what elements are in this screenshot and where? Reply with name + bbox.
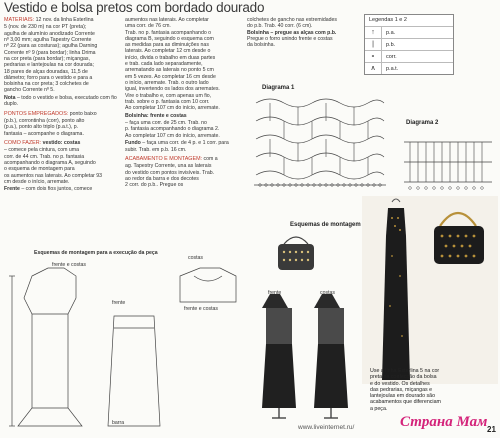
how-bold: vestido: costas [42,139,81,146]
page-title: Vestido e bolsa pretos com bordado dourado [4,0,265,15]
col2-line: o início, arremate. Trab. o outro lado [125,79,209,86]
legend-row [365,50,453,62]
column-instructions-1 [4,17,120,194]
diagram-2-chart [400,132,496,192]
page-number: 21 [487,425,496,434]
materials-line: na cor preta (para bordar); miçangas, [4,55,90,62]
materials-line: agulha de alumínio anodizado Corrente [4,30,95,37]
photo-caption [370,368,470,412]
col3-line: colchetes de gancho nas extremidades [247,17,337,23]
montagem-label: Esquemas de montagem [290,222,361,228]
schematic-label-frente: frente [112,300,126,306]
col2-line: diagrama B, seguindo o esquema com [125,35,214,42]
footer-watermark: Страна Мам [400,414,488,430]
schematic-label-barra: barra [112,420,125,426]
legend-row [365,62,453,74]
col2-line: em 5 vezes. Ao completar 16 cm desde [125,73,216,80]
legend-text: p.b. [386,41,396,48]
product-photo [362,196,498,384]
bag-drawing-icon [278,237,314,270]
note-heading: Nota [4,94,16,101]
how-line: corr. de 44 cm. Trab. no p. fantasia [4,153,85,160]
bolsinha-line: – faça uma corr. de 25 cm. Trab. no [125,120,207,127]
legend-text: p.a.t. [386,65,399,72]
caption-line: Use a linha Esterlina 5 na cor [370,368,440,374]
frente-text: – com dois fios juntos, comece [21,186,93,193]
double-crochet-symbol-icon: ↑ [365,27,382,38]
col2-line: aumentos nas laterais. Ao completar [125,17,209,23]
how-line: cm desde o início, arremate. [4,178,70,185]
legend-row [365,38,453,50]
materials-line: gancho Corrente nº 5. [4,87,55,94]
materials-line: 12 nov. da linha Esterlina [35,17,94,23]
caption-line: a peça. [370,405,388,412]
acabamento-line: com a [203,155,218,162]
col2-line: Trab. no p. fantasia acompanhando o [125,29,212,36]
how-line: acompanhando o diagrama A, seguindo [4,159,96,166]
col2-line: Vire o trabalho e, com apenas um fio, [125,92,212,99]
caption-line: e do vestido. Os detalhes [370,380,430,387]
triple-crochet-symbol-icon: ∧ [365,63,382,74]
col3-line: Bolsinha – pregue as alças com p.b. [247,29,337,36]
materials-line: 5 (nov. de 230 m) na cor PT (preta); [4,24,87,31]
col2-line: as medidas para as diminuições nas [125,42,209,49]
legend-text: corr. [386,53,397,60]
col2-line: arrematando as laterais no ponto 5 cm [125,67,214,74]
acabamento-line: ao redor da barra e dos decotes [125,175,199,182]
acabamento-line: 2 corr. do p.b.. Pregue os [125,182,184,189]
col2-line: uma corr. de 76 cm. [125,23,171,30]
frente-heading: Frente [4,186,20,193]
diagram-2-label: Diagrama 2 [406,120,439,126]
col2-line: e trab. cada lado separadamente, [125,61,203,68]
legend-title: Legendas 1 e 2 [369,17,407,23]
single-crochet-symbol-icon: | [365,39,382,50]
how-line: – comece pela cintura, com uma [4,147,79,154]
materials-line: nº 22 (para as costuras); agulha Darning [4,43,98,50]
bolsinha-heading: Bolsinha: frente e costas [125,112,187,119]
fundo-heading: Fundo [125,140,141,147]
acabamento-line: do vestido com pontos invisíveis. Trab. [125,169,215,176]
note-text: – todo o vestido e bolsa, executado com fio duplo. [4,94,117,108]
points-line: fantasia – acompanhe o diagrama. [4,130,84,137]
acabamento-heading: ACABAMENTO E MONTAGEM: [125,155,203,162]
mannequin-label-frente: frente [268,290,282,296]
dress-front-drawing-icon [262,294,296,418]
legend-text: p.a. [386,29,396,36]
schematic-label-frente-costas: frente e costas [52,262,87,268]
how-heading: COMO FAZER: [4,139,42,146]
assembly-illustration [252,232,362,420]
points-line: ponto baixo [69,110,97,117]
materials-line: pedrarias e lantejoulas na cor dourada; [4,62,94,69]
schematic-label-bolsinha: frente e costas [184,306,219,312]
materials-line: bolsinha na cor preta; 3 colchetes de [4,81,89,88]
caption-line: preta na confecção da bolsa [370,374,437,381]
caption-line: lantejoulas em dourado são [370,393,436,400]
col2-line: trab. sobre o p. fantasia com 10 corr. [125,98,210,105]
points-heading: PONTOS EMPREGADOS: [4,110,69,117]
points-line: (p.b.), corrontinha (corr), ponto alto [4,118,85,125]
col3-line: da bolsinha. [247,42,275,49]
dress-back-drawing-icon [314,294,348,418]
materials-line: 18 pares de alças douradas, 11,5 de [4,68,88,75]
mannequin-label-costas: costas [320,290,335,296]
col2-line: igual, invertendo os lados dos arremates. [125,86,220,93]
bolsinha-line: p. fantasia acompanhando o diagrama 2. [125,126,220,133]
legend-row [365,26,453,38]
materials-heading: MATERIAIS: [4,17,35,23]
column-instructions-2 [125,17,239,188]
caption-line: acabamentos que diferenciam [370,399,441,406]
col3-line: Pregue o forro unindo frente e costas [247,35,333,42]
acabamento-line: ag. Tapestry Corrente, una as laterais [125,163,212,170]
legend-table [364,14,454,75]
fundo-text: – faça uma corr. de 4 p. e 1 corr. para subir. Trab. em p.b. 16 cm. [125,140,229,153]
schematic-title: Esquemas de montagem para a execução da peça [34,250,158,256]
caption-line: das pedrarias, miçangas e [370,386,433,393]
materials-line: Corrente nº 9 (para bordar); linha Drima [4,49,96,56]
how-line: o esquema de montagem para [4,166,75,173]
how-line: os aumentos nas laterais. Ao completar 93 [4,172,103,179]
materials-line: nº 3,00 mm; agulha Tapestry Corrente [4,37,92,44]
chain-symbol-icon: ∘ [365,51,382,62]
col2-line: laterais. Ao completar 12 cm desde o [125,48,211,55]
schematic-drawings [4,258,244,434]
bolsinha-line: Ao completar 107 cm do início, arremate. [125,132,220,139]
footer-site: www.liveinternet.ru/ [298,424,355,431]
col3-line: do p.b. Trab. 40 corr. (6 cm). [247,23,313,30]
schematic-label-costas: costas [188,255,203,261]
diagram-1-label: Diagrama 1 [262,85,295,91]
materials-line: diâmetro; forro para o vestido e para a [4,74,93,81]
diagram-1-chart [250,95,390,190]
column-instructions-3 [247,17,355,48]
col2-line: Ao completar 107 cm do início, arremate. [125,105,220,112]
points-line: (p.a.), ponto alto triplo (p.a.t.), p. [4,124,79,131]
col2-line: início, divida o trabalho em duas partes [125,54,216,61]
